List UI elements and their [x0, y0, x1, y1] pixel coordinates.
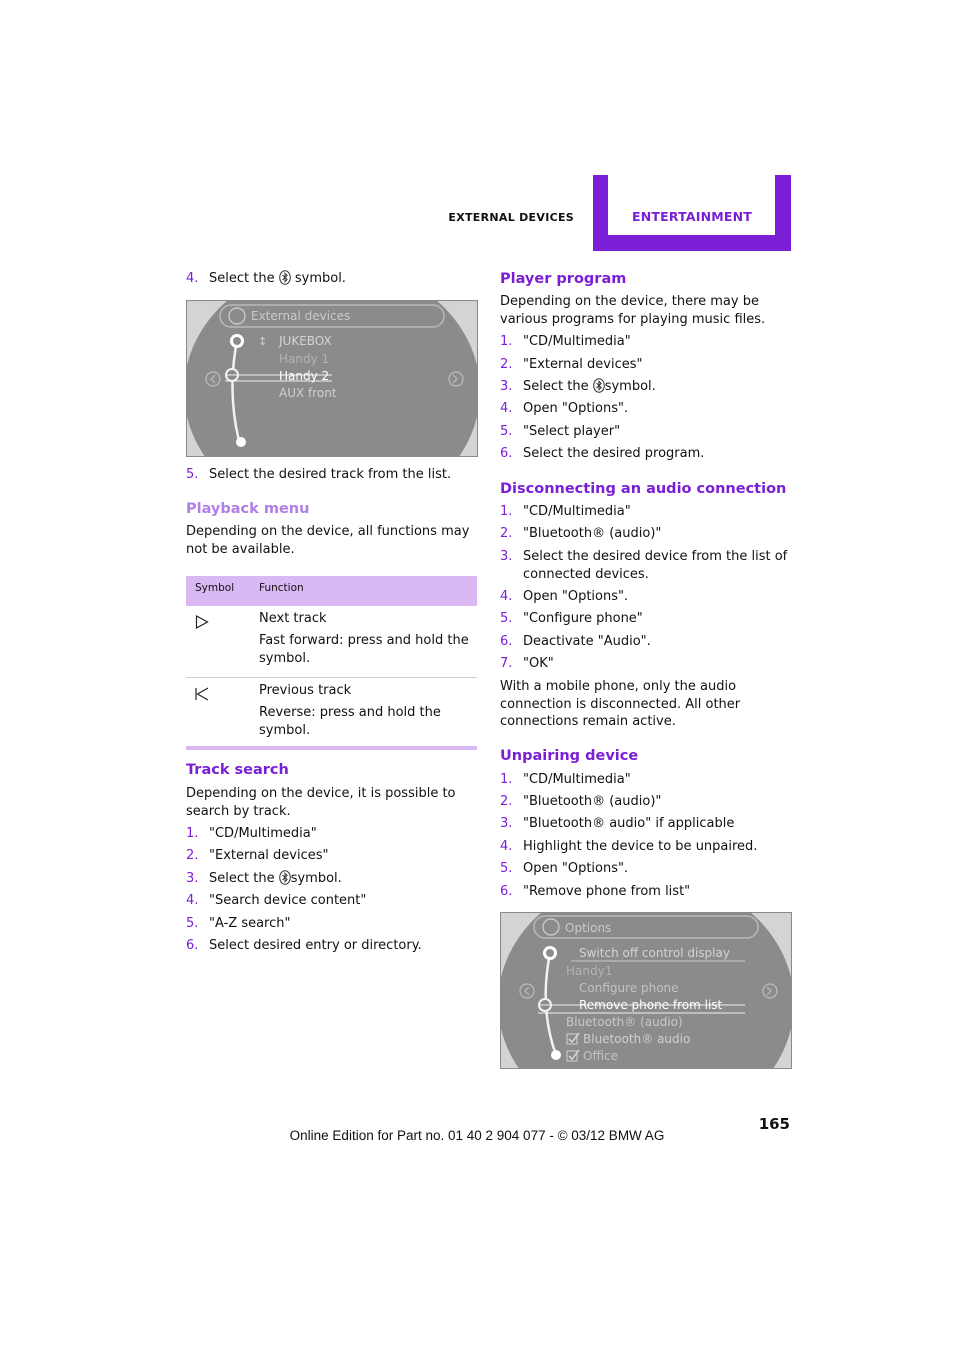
col-symbol: Symbol	[195, 582, 235, 594]
heading-unpairing-device: Unpairing device	[500, 748, 639, 764]
table-header	[186, 576, 477, 606]
step-number: 1.	[500, 504, 513, 519]
step-number: 5.	[500, 861, 513, 876]
player-intro: Depending on the device, there may be various programs for playing music files.	[500, 294, 766, 327]
track-search-intro: Depending on the device, it is possible to search by track.	[186, 786, 456, 819]
chapter-tab	[593, 175, 791, 251]
table-divider	[186, 677, 477, 678]
step-number: 7.	[500, 656, 513, 671]
screenshot-external-devices	[186, 300, 478, 457]
col-function: Function	[259, 582, 304, 594]
step-number: 4.	[500, 839, 513, 854]
step-text: Open "Options".	[523, 861, 629, 876]
step-text-pre: Select the	[209, 871, 275, 886]
step-number: 4.	[500, 589, 513, 604]
step-number: 5.	[500, 424, 513, 439]
step-number: 4.	[500, 401, 513, 416]
step-number: 5.	[186, 916, 199, 931]
step-text: "External devices"	[209, 848, 329, 863]
screen-item: Bluetooth® (audio)	[566, 1015, 683, 1029]
step-text: "CD/Multimedia"	[209, 826, 317, 841]
screen-item-selected: Handy 2	[279, 369, 330, 383]
step-number: 6.	[500, 884, 513, 899]
screen-item: Handy1	[566, 964, 613, 978]
step-text-pre: Select the	[209, 271, 275, 286]
step-number: 1.	[186, 826, 199, 841]
step-text	[209, 870, 477, 888]
heading-playback-menu: Playback menu	[186, 501, 310, 517]
playback-intro: Depending on the device, all functions may not be available.	[186, 524, 470, 557]
step-number: 2.	[500, 357, 513, 372]
screen-title: External devices	[251, 309, 351, 323]
function-name: Next track	[259, 611, 327, 626]
bluetooth-icon	[279, 270, 291, 285]
function-name: Previous track	[259, 683, 352, 698]
step-number: 1.	[500, 772, 513, 787]
bluetooth-icon	[593, 378, 605, 393]
screen-item: Bluetooth® audio	[583, 1032, 691, 1046]
heading-track-search: Track search	[186, 762, 289, 778]
step-text: Open "Options".	[523, 401, 629, 416]
step-text-pre: Select the	[523, 379, 589, 394]
step-text	[523, 378, 791, 396]
footer-text: Online Edition for Part no. 01 40 2 904 077 - © 03/12 BMW AG	[289, 1128, 665, 1143]
step-text: "Configure phone"	[523, 611, 643, 626]
step-number: 6.	[500, 446, 513, 461]
step-number: 2.	[186, 848, 199, 863]
step-number: 5.	[186, 467, 199, 482]
step-text: "Bluetooth® audio" if applicable	[523, 816, 735, 831]
step-number: 2.	[500, 526, 513, 541]
function-desc: Fast forward: press and hold the symbol.	[259, 633, 469, 666]
step-text: Deactivate "Audio".	[523, 634, 651, 649]
step-number: 3.	[186, 871, 199, 886]
step-text	[209, 270, 477, 288]
step-text-post: symbol.	[604, 379, 656, 394]
step-number: 4.	[186, 271, 199, 286]
step-text-post: symbol.	[294, 271, 346, 286]
step-text: "Search device content"	[209, 893, 367, 908]
step-text: Select the desired track from the list.	[209, 467, 452, 482]
step-number: 3.	[500, 816, 513, 831]
heading-player-program: Player program	[500, 271, 627, 287]
step-text: Select desired entry or directory.	[209, 938, 422, 953]
screen-item: Handy 1	[279, 352, 330, 366]
step-text: "Bluetooth® (audio)"	[523, 526, 662, 541]
step-text: "OK"	[523, 656, 554, 671]
disconnect-note: With a mobile phone, only the audio connection is disconnected. All other connections remain active.	[500, 679, 741, 729]
screenshot-options-menu	[500, 912, 792, 1069]
step-number: 3.	[500, 549, 513, 564]
svg-text:↕: ↕	[258, 335, 268, 348]
screen-item: JUKEBOX	[279, 334, 332, 348]
step-text: "CD/Multimedia"	[523, 334, 631, 349]
step-text: "CD/Multimedia"	[523, 504, 631, 519]
chapter-title: ENTERTAINMENT	[631, 209, 753, 224]
screen-title: Options	[565, 921, 612, 935]
step-text-post: symbol.	[290, 871, 342, 886]
step-text: Highlight the device to be unpaired.	[523, 839, 758, 854]
step-number: 6.	[186, 938, 199, 953]
function-desc: Reverse: press and hold the symbol.	[259, 705, 441, 738]
step-number: 5.	[500, 611, 513, 626]
step-text: "CD/Multimedia"	[523, 772, 631, 787]
step-text: "Select player"	[523, 424, 621, 439]
chapter-tab-inner	[608, 175, 775, 235]
step-text: "Remove phone from list"	[523, 884, 691, 899]
screen-item-selected: Remove phone from list	[579, 998, 723, 1012]
screen-item: Office	[583, 1049, 619, 1063]
step-text: "A-Z search"	[209, 916, 291, 931]
step-number: 4.	[186, 893, 199, 908]
table-row	[259, 610, 477, 667]
step-text: Select the desired device from the list of connected devices.	[523, 549, 788, 582]
page-number: 165	[758, 1115, 790, 1133]
step-number: 3.	[500, 379, 513, 394]
heading-disconnect-audio: Disconnecting an audio connection	[500, 481, 787, 497]
screen-item: AUX front	[279, 386, 337, 400]
screen-item: Configure phone	[579, 981, 679, 995]
table-bottom-rule	[186, 746, 477, 750]
step-text: "External devices"	[523, 357, 643, 372]
next-track-icon	[194, 614, 210, 630]
table-row	[259, 682, 477, 739]
section-title: EXTERNAL DEVICES	[448, 211, 574, 224]
step-number: 6.	[500, 634, 513, 649]
previous-track-icon	[194, 686, 210, 702]
bluetooth-icon	[279, 870, 291, 885]
step-number: 1.	[500, 334, 513, 349]
step-text: Select the desired program.	[523, 446, 705, 461]
screen-item: Switch off control display	[579, 946, 730, 960]
step-text: "Bluetooth® (audio)"	[523, 794, 662, 809]
step-number: 2.	[500, 794, 513, 809]
step-text: Open "Options".	[523, 589, 629, 604]
